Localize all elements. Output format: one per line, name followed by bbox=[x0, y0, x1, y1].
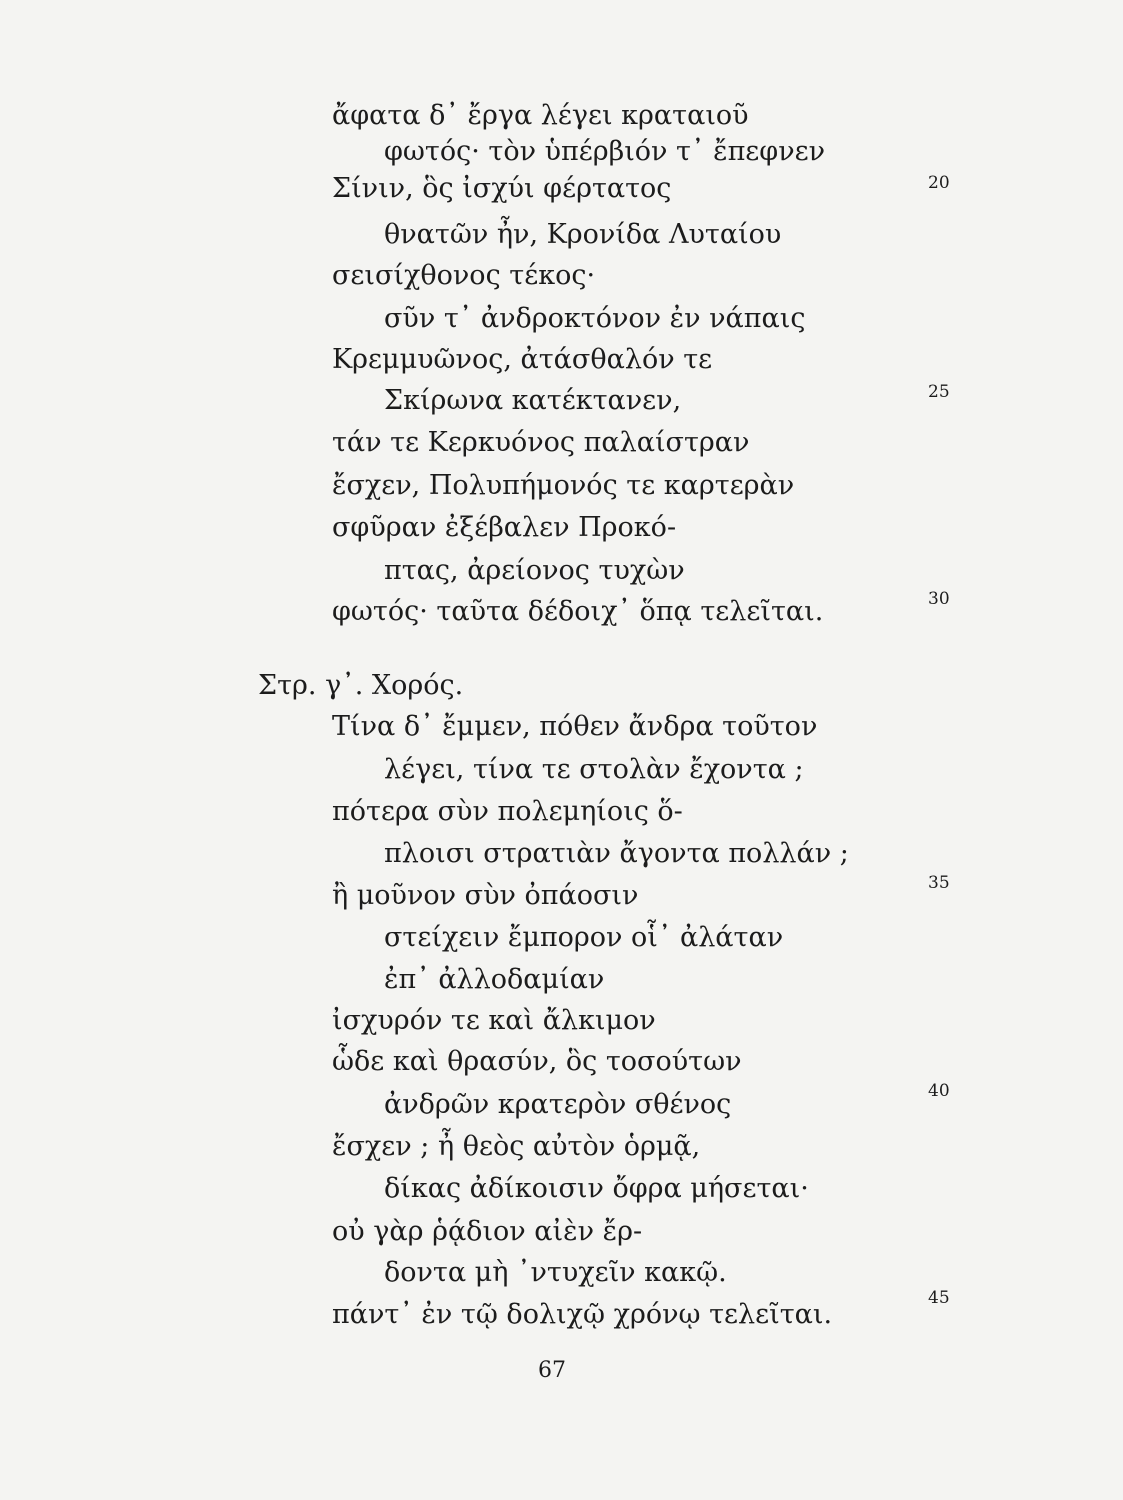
verse-line: ἢ μοῦνον σὺν ὀπάοσιν bbox=[332, 880, 639, 911]
strophe-heading: Στρ. γ᾽. Χορός. bbox=[258, 670, 464, 701]
verse-line: ἔσχεν ; ἦ θεὸς αὐτὸν ὁρμᾷ, bbox=[332, 1131, 701, 1162]
verse-line: πότερα σὺν πολεμηίοις ὅ- bbox=[332, 796, 683, 827]
verse-line: τάν τε Κερκυόνος παλαίστραν bbox=[332, 427, 750, 458]
verse-line: πτας, ἀρείονος τυχὼν bbox=[384, 555, 685, 586]
verse-line: ἰσχυρόν τε καὶ ἄλκιμον bbox=[332, 1005, 656, 1036]
verse-line: ὧδε καὶ θρασύν, ὃς τοσούτων bbox=[332, 1046, 742, 1077]
verse-line: σεισίχθονος τέκος· bbox=[332, 260, 596, 291]
verse-line: Τίνα δ᾽ ἔμμεν, πόθεν ἄνδρα τοῦτον bbox=[332, 711, 818, 742]
line-number: 20 bbox=[928, 173, 950, 193]
verse-line: σῦν τ᾽ ἀνδροκτόνον ἐν νάπαις bbox=[384, 303, 806, 334]
line-number: 25 bbox=[928, 382, 950, 402]
verse-line: στείχειν ἔμπορον οἷ᾽ ἀλάταν bbox=[384, 922, 784, 953]
verse-line: φωτός· ταῦτα δέδοιχ᾽ ὅπᾳ τελεῖται. bbox=[332, 596, 824, 627]
line-number: 30 bbox=[928, 589, 950, 609]
verse-line: Σκίρωνα κατέκτανεν, bbox=[384, 385, 682, 416]
verse-line: ἐπ᾽ ἀλλοδαμίαν bbox=[384, 964, 605, 995]
verse-line: σφῦραν ἐξέβαλεν Προκό- bbox=[332, 512, 677, 543]
verse-line: ἄφατα δ᾽ ἔργα λέγει κραταιοῦ bbox=[332, 100, 749, 131]
verse-line: ἔσχεν, Πολυπήμονός τε καρτερὰν bbox=[332, 470, 795, 501]
verse-line: Σίνιν, ὃς ἰσχύι φέρτατος bbox=[332, 173, 672, 204]
line-number: 45 bbox=[928, 1288, 950, 1308]
verse-line: πλοισι στρατιὰν ἄγοντα πολλάν ; bbox=[384, 838, 849, 869]
verse-line: οὐ γὰρ ῥᾴδιον αἰὲν ἔρ- bbox=[332, 1216, 643, 1247]
verse-line: θνατῶν ἦν, Κρονίδα Λυταίου bbox=[384, 219, 782, 250]
page-number: 67 bbox=[538, 1358, 566, 1383]
line-number: 40 bbox=[928, 1081, 950, 1101]
verse-line: πάντ᾽ ἐν τῷ δολιχῷ χρόνῳ τελεῖται. bbox=[332, 1299, 833, 1330]
verse-line: λέγει, τίνα τε στολὰν ἔχοντα ; bbox=[384, 754, 804, 785]
verse-line: ἀνδρῶν κρατερὸν σθένος bbox=[384, 1089, 732, 1120]
verse-line: δοντα μὴ ᾽ντυχεῖν κακῷ. bbox=[384, 1257, 727, 1288]
line-number: 35 bbox=[928, 873, 950, 893]
verse-line: Κρεμμυῶνος, ἀτάσθαλόν τε bbox=[332, 344, 713, 375]
verse-line: φωτός· τὸν ὑπέρβιόν τ᾽ ἔπεφνεν bbox=[384, 136, 826, 167]
verse-line: δίκας ἀδίκοισιν ὄφρα μήσεται· bbox=[384, 1173, 809, 1204]
